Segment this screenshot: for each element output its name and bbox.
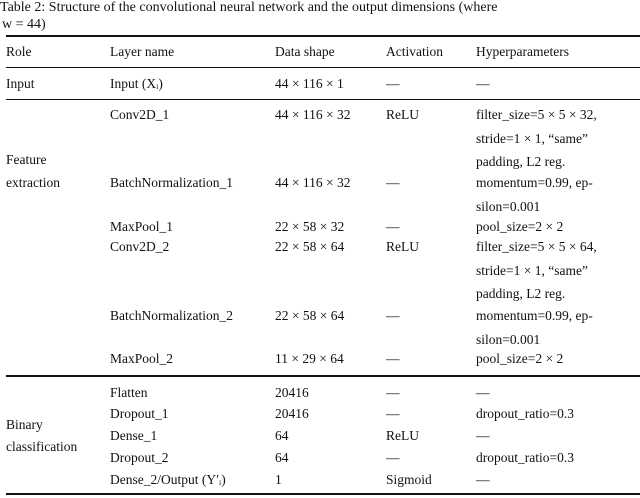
header-rule <box>6 67 640 68</box>
role-label: classification <box>6 439 78 454</box>
activation-cell: — <box>386 308 400 323</box>
data-shape-cell: 44 × 116 × 1 <box>275 76 344 91</box>
header-layer-name: Layer name <box>110 44 175 59</box>
layer-name-cell: MaxPool_2 <box>110 351 174 366</box>
data-shape-cell: 20416 <box>275 385 309 400</box>
role-label: Feature <box>6 152 47 167</box>
activation-cell: — <box>386 351 400 366</box>
hyperparameters-cell: momentum=0.99, ep- <box>476 308 593 323</box>
layer-name-cell: MaxPool_1 <box>110 219 174 234</box>
layer-name-cell: Input (Xᵢ) <box>110 76 163 91</box>
activation-cell: — <box>386 175 400 190</box>
data-shape-cell: 22 × 58 × 32 <box>275 219 345 234</box>
hyperparameters-cell: filter_size=5 × 5 × 64, <box>476 239 597 254</box>
role-label: Binary <box>6 417 43 432</box>
table-caption-line1: Table 2: Structure of the convolutional neural network and the output dimensions (where <box>0 0 498 15</box>
data-shape-cell: 11 × 29 × 64 <box>275 351 344 366</box>
layer-name-cell: Dense_1 <box>110 428 158 443</box>
data-shape-cell: 22 × 58 × 64 <box>275 308 345 323</box>
top-rule <box>6 35 640 37</box>
activation-cell: ReLU <box>386 239 419 254</box>
data-shape-cell: 22 × 58 × 64 <box>275 239 345 254</box>
hyperparameters-cell: padding, L2 reg. <box>476 286 566 301</box>
activation-cell: — <box>386 76 400 91</box>
layer-name-cell: Dense_2/Output (Y′ᵢ) <box>110 472 226 487</box>
hyperparameters-cell: dropout_ratio=0.3 <box>476 406 574 421</box>
activation-cell: Sigmoid <box>386 472 432 487</box>
data-shape-cell: 64 <box>275 450 289 465</box>
hyperparameters-cell: stride=1 × 1, “same” <box>476 262 588 278</box>
header-data-shape: Data shape <box>275 44 335 59</box>
activation-cell: ReLU <box>386 428 419 443</box>
hyperparameters-cell: padding, L2 reg. <box>476 154 566 169</box>
hyperparameters-cell: pool_size=2 × 2 <box>476 219 564 234</box>
activation-cell: — <box>386 450 400 465</box>
hyperparameters-cell: filter_size=5 × 5 × 32, <box>476 107 597 122</box>
header-role: Role <box>6 44 32 59</box>
layer-name-cell: BatchNormalization_1 <box>110 175 233 190</box>
data-shape-cell: 1 <box>275 472 282 487</box>
layer-name-cell: Conv2D_1 <box>110 107 170 122</box>
layer-name-cell: Flatten <box>110 385 148 400</box>
hyperparameters-cell: dropout_ratio=0.3 <box>476 450 574 465</box>
hyperparameters-cell: momentum=0.99, ep- <box>476 175 593 190</box>
data-shape-cell: 44 × 116 × 32 <box>275 175 351 190</box>
hyperparameters-cell: — <box>476 472 490 487</box>
role-label: extraction <box>6 175 60 190</box>
layer-name-cell: Dropout_2 <box>110 450 169 465</box>
layer-name-cell: Dropout_1 <box>110 406 169 421</box>
group-rule <box>6 99 640 100</box>
header-activation: Activation <box>386 44 443 59</box>
activation-cell: — <box>386 219 400 234</box>
hyperparameters-cell: — <box>476 385 490 400</box>
hyperparameters-cell: — <box>476 428 490 443</box>
data-shape-cell: 44 × 116 × 32 <box>275 107 351 122</box>
hyperparameters-cell: — <box>476 76 490 91</box>
activation-cell: ReLU <box>386 107 419 122</box>
activation-cell: — <box>386 406 400 421</box>
bottom-rule <box>6 493 640 495</box>
activation-cell: — <box>386 385 400 400</box>
layer-name-cell: Conv2D_2 <box>110 239 170 254</box>
data-shape-cell: 64 <box>275 428 289 443</box>
hyperparameters-cell: silon=0.001 <box>476 331 541 347</box>
header-hyperparameters: Hyperparameters <box>476 44 569 59</box>
hyperparameters-cell: pool_size=2 × 2 <box>476 351 564 366</box>
role-label: Input <box>6 76 35 91</box>
table-caption-line2: w = 44) <box>2 17 46 32</box>
hyperparameters-cell: silon=0.001 <box>476 198 541 214</box>
hyperparameters-cell: stride=1 × 1, “same” <box>476 130 588 146</box>
data-shape-cell: 20416 <box>275 406 309 421</box>
layer-name-cell: BatchNormalization_2 <box>110 308 233 323</box>
group-rule <box>6 375 640 377</box>
